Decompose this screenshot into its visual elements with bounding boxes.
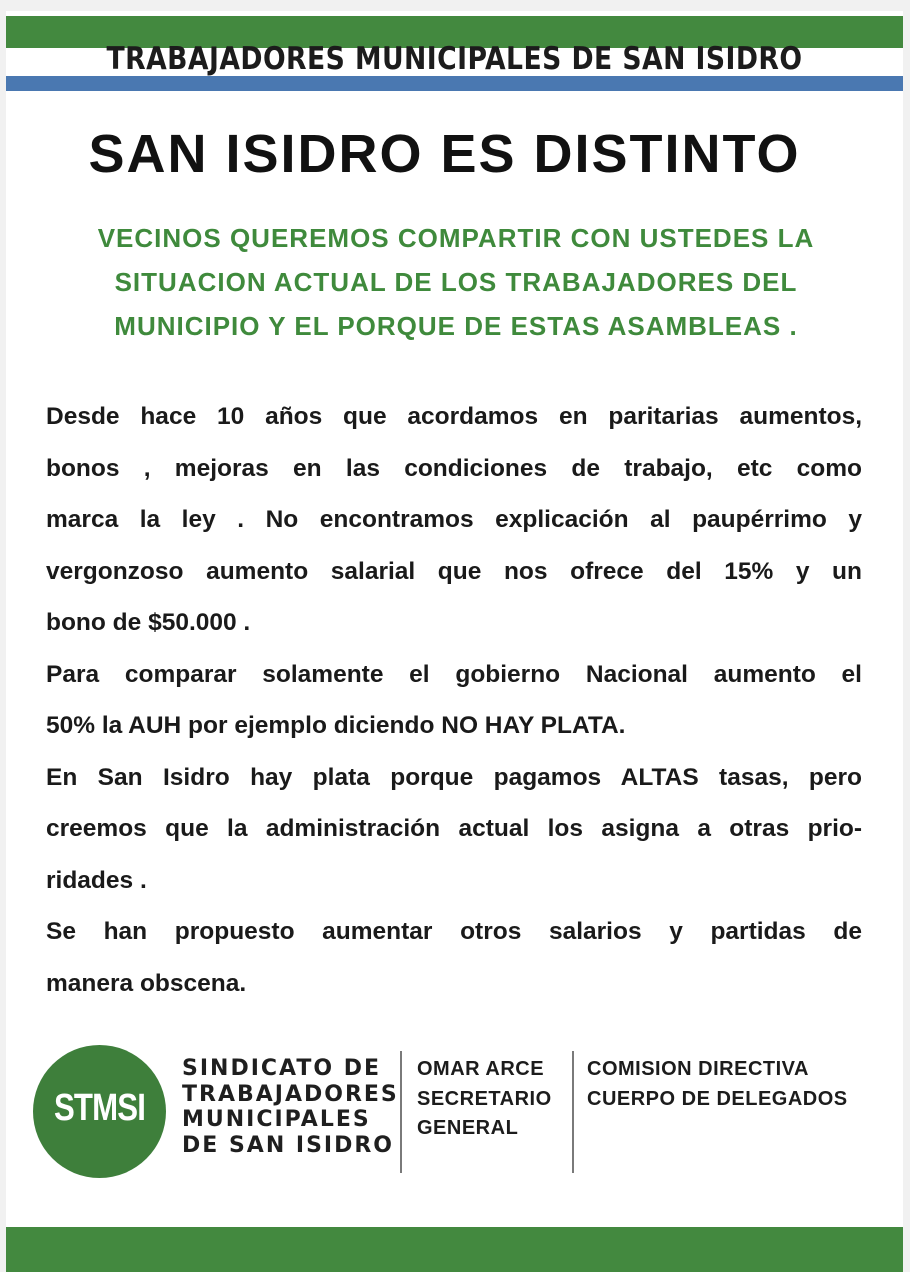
body-line: COMISION DIRECTIVA <box>587 1058 809 1080</box>
footer-divider <box>400 1051 402 1173</box>
body-line: ridades . <box>46 866 147 894</box>
union-name <box>182 1056 399 1158</box>
bottom-green-band <box>6 1227 903 1272</box>
body-line: bono de $50.000 . <box>46 609 251 636</box>
body-line: marca la ley . No encontramos explicación al paupérrimo y <box>46 506 862 533</box>
union-name-line: TRABAJADORES <box>182 1081 399 1107</box>
signatory-line: GENERAL <box>417 1117 519 1139</box>
body-line: manera obscena. <box>46 969 247 997</box>
body-line: Para comparar solamente el gobierno Nacional aumento el <box>46 660 862 688</box>
body-line: En San Isidro hay plata porque pagamos ALTAS tasas, pero <box>46 763 862 791</box>
body-line: Se han propuesto aumentar otros salarios y partidas de <box>46 918 862 945</box>
body-line: Desde hace 10 años que acordamos en paritarias aumentos, <box>46 403 862 430</box>
body-line: bonos , mejoras en las condiciones de trabajo, etc como <box>46 454 862 482</box>
governing-bodies <box>587 1055 848 1114</box>
body-line: CUERPO DE DELEGADOS <box>587 1087 848 1110</box>
body-line: 50% la AUH por ejemplo diciendo NO HAY PLATA. <box>46 712 626 739</box>
union-name-line: SINDICATO DE <box>182 1056 382 1081</box>
body-line: vergonzoso aumento salarial que nos ofrece del 15% y un <box>46 557 862 585</box>
headline: SAN ISIDRO ES DISTINTO <box>88 124 801 184</box>
signatory-line: SECRETARIO <box>417 1087 552 1110</box>
signatory <box>417 1055 552 1144</box>
flyer-sheet <box>6 11 903 1272</box>
intro-line: SITUACION ACTUAL DE LOS TRABAJADORES DEL <box>114 267 798 297</box>
union-name-line: DE SAN ISIDRO <box>182 1132 395 1158</box>
intro-message <box>36 216 876 348</box>
footer-divider <box>572 1051 574 1173</box>
signatory-line: OMAR ARCE <box>417 1058 545 1080</box>
body-line: creemos que la administración actual los asigna a otras prio- <box>46 815 862 842</box>
union-name-line: MUNICIPALES <box>182 1107 371 1132</box>
stmsi-logo <box>33 1045 166 1178</box>
body-text <box>46 391 862 1009</box>
org-title: TRABAJADORES MUNICIPALES DE SAN ISIDRO <box>106 41 803 77</box>
logo-text: STMSI <box>53 1087 146 1129</box>
intro-line: MUNICIPIO Y EL PORQUE DE ESTAS ASAMBLEAS . <box>114 311 798 341</box>
intro-line: VECINOS QUEREMOS COMPARTIR CON USTEDES LA <box>97 223 815 253</box>
